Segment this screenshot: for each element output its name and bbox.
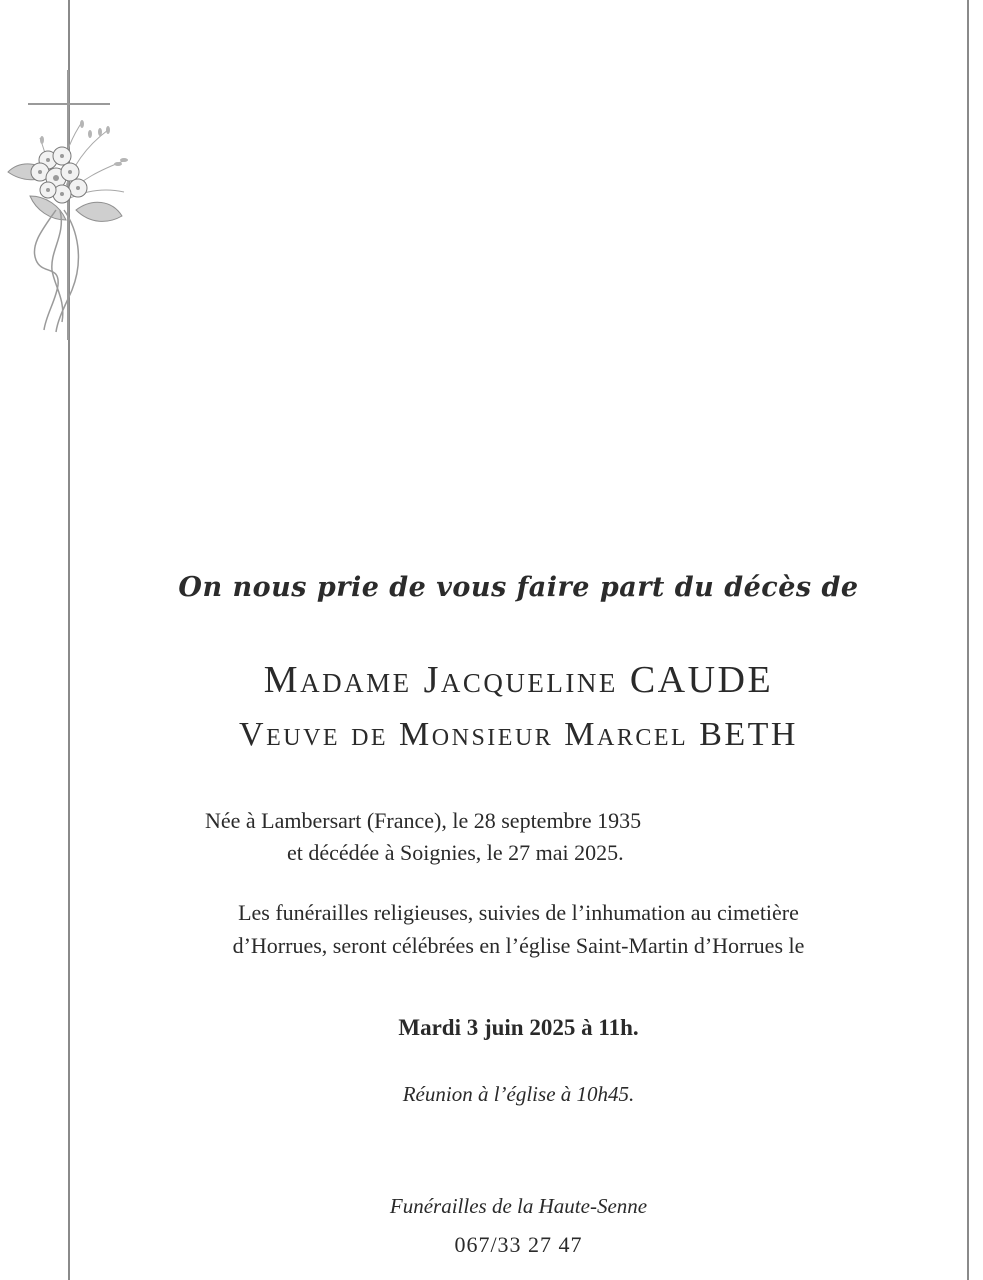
announcement-intro: On nous prie de vous faire part du décès de	[178, 572, 859, 603]
death-line: et décédée à Soignies, le 27 mai 2025.	[287, 840, 624, 865]
meeting-note: Réunion à l’église à 10h45.	[402, 1082, 635, 1106]
right-border-line	[967, 0, 969, 1280]
spouse-line: Veuve de Monsieur Marcel BETH	[239, 716, 798, 753]
cross-flower-icon	[0, 60, 140, 350]
birth-line: Née à Lambersart (France), le 28 septembre 1935	[205, 808, 642, 833]
funeral-agency-name: Funérailles de la Haute-Senne	[389, 1194, 648, 1218]
funeral-text-line-2: d’Horrues, seront célébrées en l’église Saint-Martin d’Horrues le	[232, 933, 805, 958]
funeral-date: Mardi 3 juin 2025 à 11h.	[398, 1015, 639, 1040]
funeral-text-line-1: Les funérailles religieuses, suivies de l’inhumation au cimetière	[238, 900, 799, 925]
deceased-name: Madame Jacqueline CAUDE	[263, 659, 774, 701]
funeral-agency-phone: 067/33 27 47	[454, 1232, 583, 1257]
